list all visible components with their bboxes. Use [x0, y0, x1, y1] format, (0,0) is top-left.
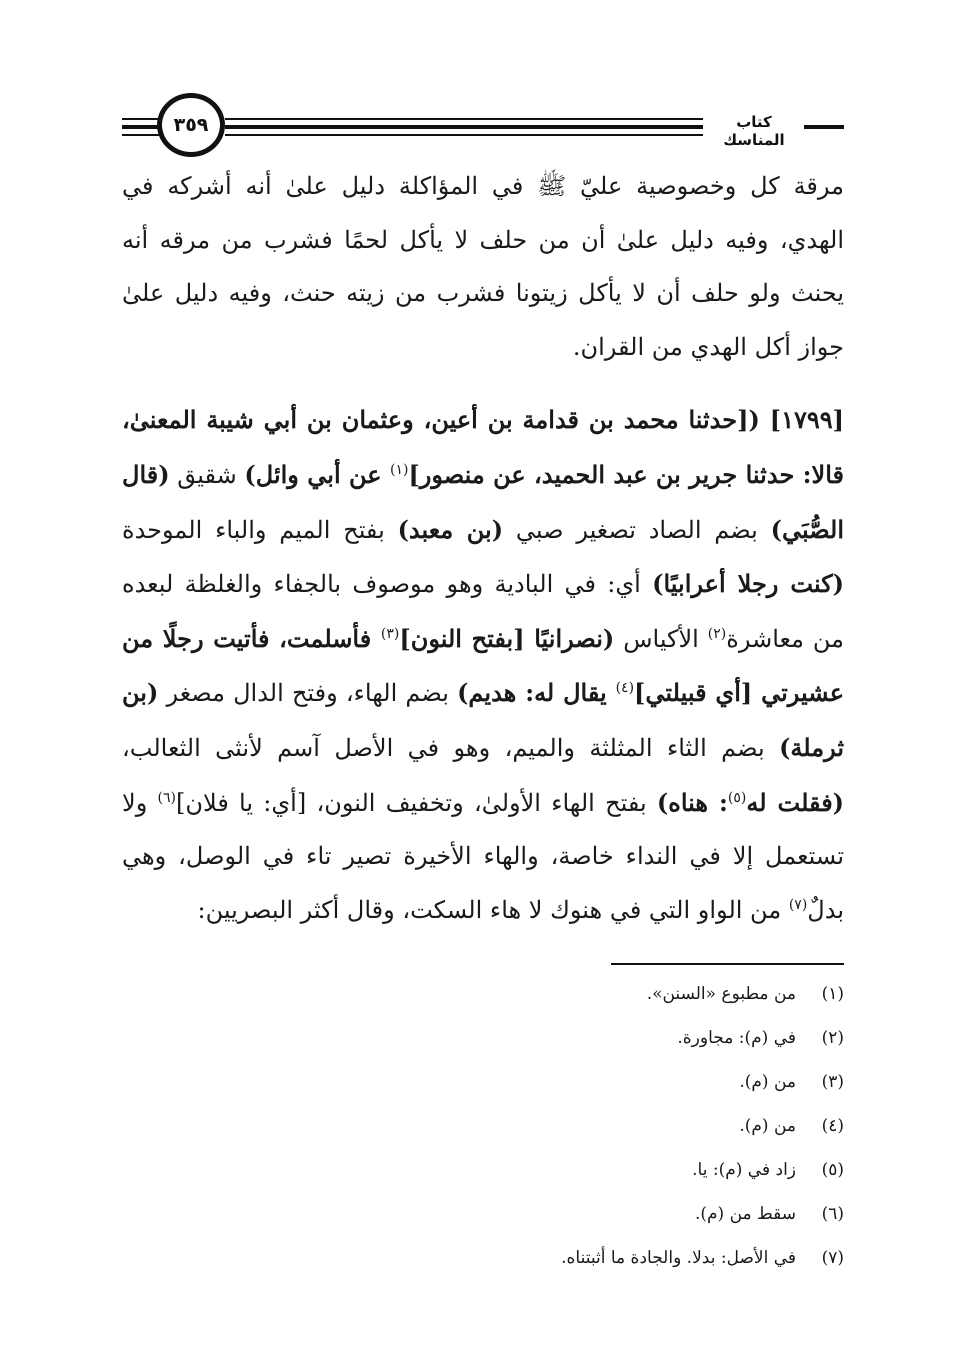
footnote-text: سقط من (م). [694, 1204, 796, 1224]
bold-span: [١٧٩٩] ([حدثنا محمد بن قدامة بن أعين، وعثمان بن أبي شيبة المعنىٰ، قالا: حدثنا جرير بن عبد الحميد، عن منصور] [122, 405, 845, 489]
footnote-number: (٥) [821, 1160, 844, 1180]
footnote-1 [122, 972, 844, 1016]
footnote-number: (٢) [821, 1028, 844, 1048]
page-number: ٣٥٩ [173, 114, 209, 136]
footnote-3 [122, 1060, 844, 1104]
paragraph-1-text: مرقة كل وخصوصية عليّ ﷺ في المؤاكلة دليل علىٰ أنه أشركه في الهدي، وفيه دليل علىٰ أن من حلف لا يأكل لحمًا فشرب من مرقه أنه يحنث ولو حلف أن لا يأكل زيتونا فشرب من زيته حنث، وفيه دليل علىٰ جواز أكل الهدي من القران. [122, 172, 845, 361]
footnote-number: (١) [821, 984, 844, 1004]
bold-span: (فقلت له [746, 787, 845, 817]
footnote-text: زاد في (م): يا. [692, 1160, 796, 1180]
footnote-ref: (٦) [157, 789, 177, 806]
text-span: بضم الهاء، وفتح الدال مصغر [158, 679, 458, 708]
footnote-number: (٦) [821, 1204, 844, 1224]
bold-span: (كنت رجلا أعرابيًا) [652, 569, 844, 599]
footnote-text: من مطبوع «السنن». [646, 984, 796, 1004]
footnote-ref: (٤) [615, 680, 635, 697]
bold-span: (نصرانيًا [بفتح النون] [399, 623, 615, 653]
text-span: بضم الثاء المثلثة والميم، وهو في الأصل آسم لأنثى الثعالب، [122, 733, 780, 762]
header-rule-left-lower [122, 134, 160, 136]
footnote-2 [122, 1016, 844, 1060]
main-text [122, 160, 844, 937]
bold-span: : هناه) [656, 787, 728, 817]
header-rule-middle-lower [225, 134, 703, 136]
bold-span: يقال له: هديم) [457, 678, 616, 708]
footnote-ref: (٧) [788, 896, 808, 913]
bold-span: (قال الصُّبَي) [122, 459, 844, 544]
footnote-4 [122, 1104, 844, 1148]
text-span: بضم الصاد تصغير صبي [503, 515, 771, 544]
footnote-text: من (م). [739, 1116, 796, 1136]
text-span: بفتح الميم والباء الموحدة [122, 515, 398, 544]
bold-span: (بن ثرملة) [122, 678, 845, 762]
bold-span: عن أبي وائل) [244, 459, 390, 489]
page-header [0, 0, 955, 170]
text-span: ولا تستعمل إلا في النداء خاصة، والهاء الأخيرة تصير تاء في الوصل، وهي بدلٌ [122, 788, 844, 924]
footnote-ref: (١) [389, 461, 409, 478]
footnotes [122, 972, 844, 1280]
footnote-text: في (م): مجاورة. [677, 1028, 796, 1048]
text-span: شقيق [169, 460, 245, 489]
paragraph-1 [122, 160, 844, 374]
text-span: بفتح الهاء الأولىٰ، وتخفيف النون، [أي: يا فلان] [176, 788, 657, 817]
header-rule-middle-thick [225, 125, 703, 129]
footnote-ref: (٢) [707, 625, 727, 642]
header-rule-right [804, 125, 844, 129]
footnote-7 [122, 1236, 844, 1280]
text-span: من الواو التي في هنوك لا هاء السكت، وقال أكثر البصريين: [197, 895, 789, 924]
bold-span: (بن معبد) [397, 514, 504, 544]
page-number-badge [157, 93, 225, 157]
paragraph-2 [122, 393, 844, 937]
text-span: الأكياس [614, 624, 708, 653]
header-rule-left [122, 118, 160, 120]
header-rule-middle [225, 118, 703, 120]
footnote-text: في الأصل: بدلا. والجادة ما أثبتناه. [561, 1248, 796, 1268]
footnote-number: (٧) [821, 1248, 844, 1268]
bold-span: فأسلمت، فأتيت رجلًا من عشيرتي [أي قبيلتي] [122, 623, 845, 708]
footnote-number: (٤) [821, 1116, 844, 1136]
footnote-6 [122, 1192, 844, 1236]
footnote-number: (٣) [821, 1072, 844, 1092]
header-rule-left-thick [122, 125, 160, 129]
text-span: أي: في البادية وهو موصوف بالجفاء والغلظة لبعده من معاشرة [122, 570, 845, 653]
footnote-5 [122, 1148, 844, 1192]
footnote-ref: (٣) [380, 625, 400, 642]
footnote-text: من (م). [739, 1072, 796, 1092]
running-title: كتاب المناسك [723, 113, 785, 149]
footnote-separator [611, 963, 844, 965]
footnote-ref: (٥) [727, 789, 747, 806]
